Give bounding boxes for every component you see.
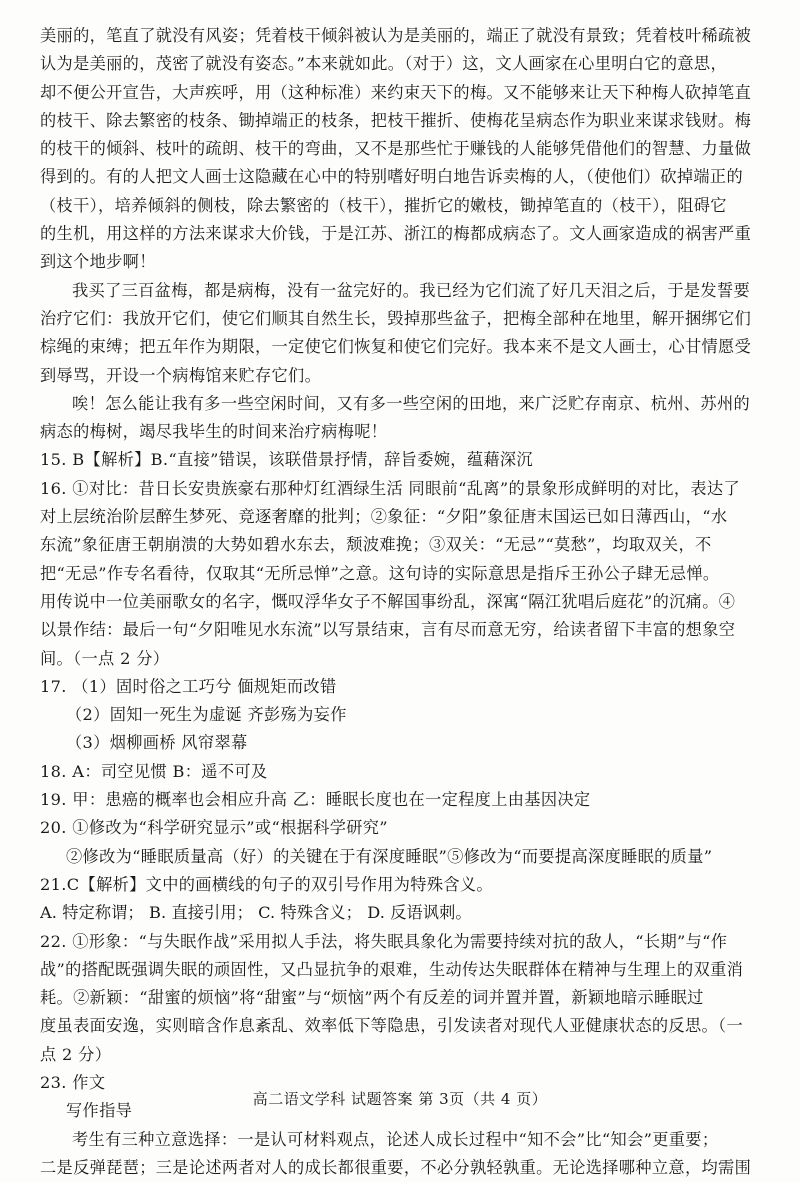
answer-line: 把“无忌”作专名看待，仅取其“无所忌惮”之意。这句诗的实际意思是指斥王孙公子肆无忌惮。 <box>40 563 720 583</box>
answer-line: 以景作结：最后一句“夕阳唯见水东流”以写景结束，言有尽而意无穷，给读者留下丰富的想象空 <box>40 620 736 640</box>
text-line: 的枝干的倾斜、枝叶的疏朗、枝干的弯曲，又不是那些忙于赚钱的人能够凭借他们的智慧、力量做 <box>40 139 752 159</box>
text-line: 的枝干、除去繁密的枝条、锄掉端正的枝条，把枝干摧折、使梅花呈病态作为职业来谋求钱财。梅 <box>40 110 752 130</box>
text-line: （枝干），培养倾斜的侧枝，除去繁密的（枝干），摧折它的嫩枝，锄掉笔直的（枝干），阻碍它 <box>40 195 727 215</box>
answer-line: 考生有三种立意选择：一是认可材料观点，论述人成长过程中“知不会”比“知会”更重要； <box>72 1129 719 1149</box>
answer-line: 22. ①形象：“与失眠作战”采用拟人手法，将失眠具象化为需要持续对抗的敌人，“长期”与“作 <box>40 931 728 951</box>
text-line: 病态的梅树，竭尽我毕生的时间来治疗病梅呢！ <box>40 422 388 442</box>
answer-20 <box>40 814 762 871</box>
answer-line: 18. A：司空见惯 B：遥不可及 <box>40 761 268 781</box>
answer-options: A. 特定称谓； B. 直接引用； C. 特殊含义； D. 反语讽刺。 <box>40 903 472 923</box>
text-line: 的生机，用这样的方法来谋求大价钱，于是江苏、浙江的梅都成病态了。文人画家造成的祸害严重 <box>40 224 752 244</box>
answer-line: 23. 作文 <box>40 1072 106 1092</box>
answer-line: 19. 甲：患癌的概率也会相应升高 乙：睡眠长度也在一定程度上由基因决定 <box>40 790 591 810</box>
answer-line: 二是反弹琵琶；三是论述两者对人的成长都很重要，不必分孰轻孰重。无论选择哪种立意，均需围 <box>40 1157 752 1177</box>
answer-line: 20. ①修改为“科学研究显示”或“根据科学研究” <box>40 818 388 838</box>
answer-line: 对上层统治阶层醉生梦死、竞逐奢靡的批判；②象征：“夕阳”象征唐末国运已如日薄西山，“水 <box>40 507 728 527</box>
answer-line: 17. （1）固时俗之工巧兮 偭规矩而改错 <box>40 676 337 696</box>
text-line: 棕绳的束缚；把五年作为期限，一定使它们恢复和使它们完好。我本来不是文人画士，心甘情愿受 <box>40 337 752 357</box>
text-line: 唉！怎么能让我有多一些空闲时间，又有多一些空闲的田地，来广泛贮存南京、杭州、苏州的 <box>72 393 751 413</box>
answer-line: 21.C【解析】文中的画横线的句子的双引号作用为特殊含义。 <box>40 874 493 894</box>
text-line: 我买了三百盆梅，都是病梅，没有一盆完好的。我已经为它们流了好几天泪之后，于是发誓要 <box>72 280 751 300</box>
text-line: 得到的。有的人把文人画士这隐藏在心中的特别嗜好明白地告诉卖梅的人，（使他们）砍掉端正的 <box>40 167 744 187</box>
page-footer: 高二语文学科 试题答案 第 3页（共 4 页） <box>252 1090 548 1108</box>
answer-19 <box>40 786 762 814</box>
text-line: 认为是美丽的，茂密了就没有姿态。”本来就如此。（对于）这，文人画家在心里明白它的意思， <box>40 54 727 74</box>
answer-16 <box>40 475 762 673</box>
answer-line: 东流”象征唐王朝崩溃的大势如碧水东去，颓波难挽；③双关：“无忌”“莫愁”，均取双关，不 <box>40 535 712 555</box>
answer-line: 写作指导 <box>66 1101 133 1121</box>
answer-23 <box>40 1069 762 1182</box>
text-line: 治疗它们：我放开它们，使它们顺其自然生长，毁掉那些盆子，把梅全部种在地里，解开捆绑它们 <box>40 308 752 328</box>
text-line: 却不便公开宣告，大声疾呼，用（这种标准）来约束天下的梅。又不能够来让天下种梅人砍掉笔直 <box>40 82 752 102</box>
answer-line: （3）烟柳画桥 风帘翠幕 <box>66 733 248 753</box>
answer-17 <box>40 673 762 758</box>
answer-line: 点 2 分） <box>40 1044 112 1064</box>
answer-line: 16. ①对比：昔日长安贵族豪右那种灯红酒绿生活 同眼前“乱离”的景象形成鲜明的对比，表达了 <box>40 478 740 498</box>
answer-21 <box>40 871 762 928</box>
answer-line: 度虽表面安逸，实则暗含作息紊乱、效率低下等隐患，引发读者对现代人亚健康状态的反思。（一 <box>40 1016 744 1036</box>
answer-line: ②修改为“睡眠质量高（好）的关键在于有深度睡眠”⑤修改为“而要提高深度睡眠的质量” <box>66 846 713 866</box>
text-line: 到辱骂，开设一个病梅馆来贮存它们。 <box>40 365 322 385</box>
text-line: 到这个地步啊！ <box>40 252 156 272</box>
answer-line: 战”的搭配既强调失眠的顽固性，又凸显抗争的艰难，生动传达失眠群体在精神与生理上的双重消 <box>40 959 744 979</box>
answer-line: （2）固知一死生为虚诞 齐彭殇为妄作 <box>66 705 347 725</box>
answer-15 <box>40 446 762 474</box>
translation-section <box>40 22 762 446</box>
answer-18 <box>40 758 762 786</box>
text-line: 美丽的，笔直了就没有风姿；凭着枝干倾斜被认为是美丽的，端正了就没有景致；凭着枝叶稀疏被 <box>40 26 752 45</box>
answer-line: 耗。②新颖：“甜蜜的烦恼”将“甜蜜”与“烦恼”两个有反差的词并置并置，新颖地暗示睡眠过 <box>40 988 704 1008</box>
answer-line: 15. B【解析】B.“直接”错误，该联借景抒情，辞旨委婉，蕴藉深沉 <box>40 450 533 470</box>
answer-22 <box>40 928 762 1069</box>
answer-line: 间。（一点 2 分） <box>40 648 170 668</box>
answer-line: 用传说中一位美丽歌女的名字，慨叹浮华女子不解国事纷乱，深寓“隔江犹唱后庭花”的沉痛。④ <box>40 591 736 611</box>
